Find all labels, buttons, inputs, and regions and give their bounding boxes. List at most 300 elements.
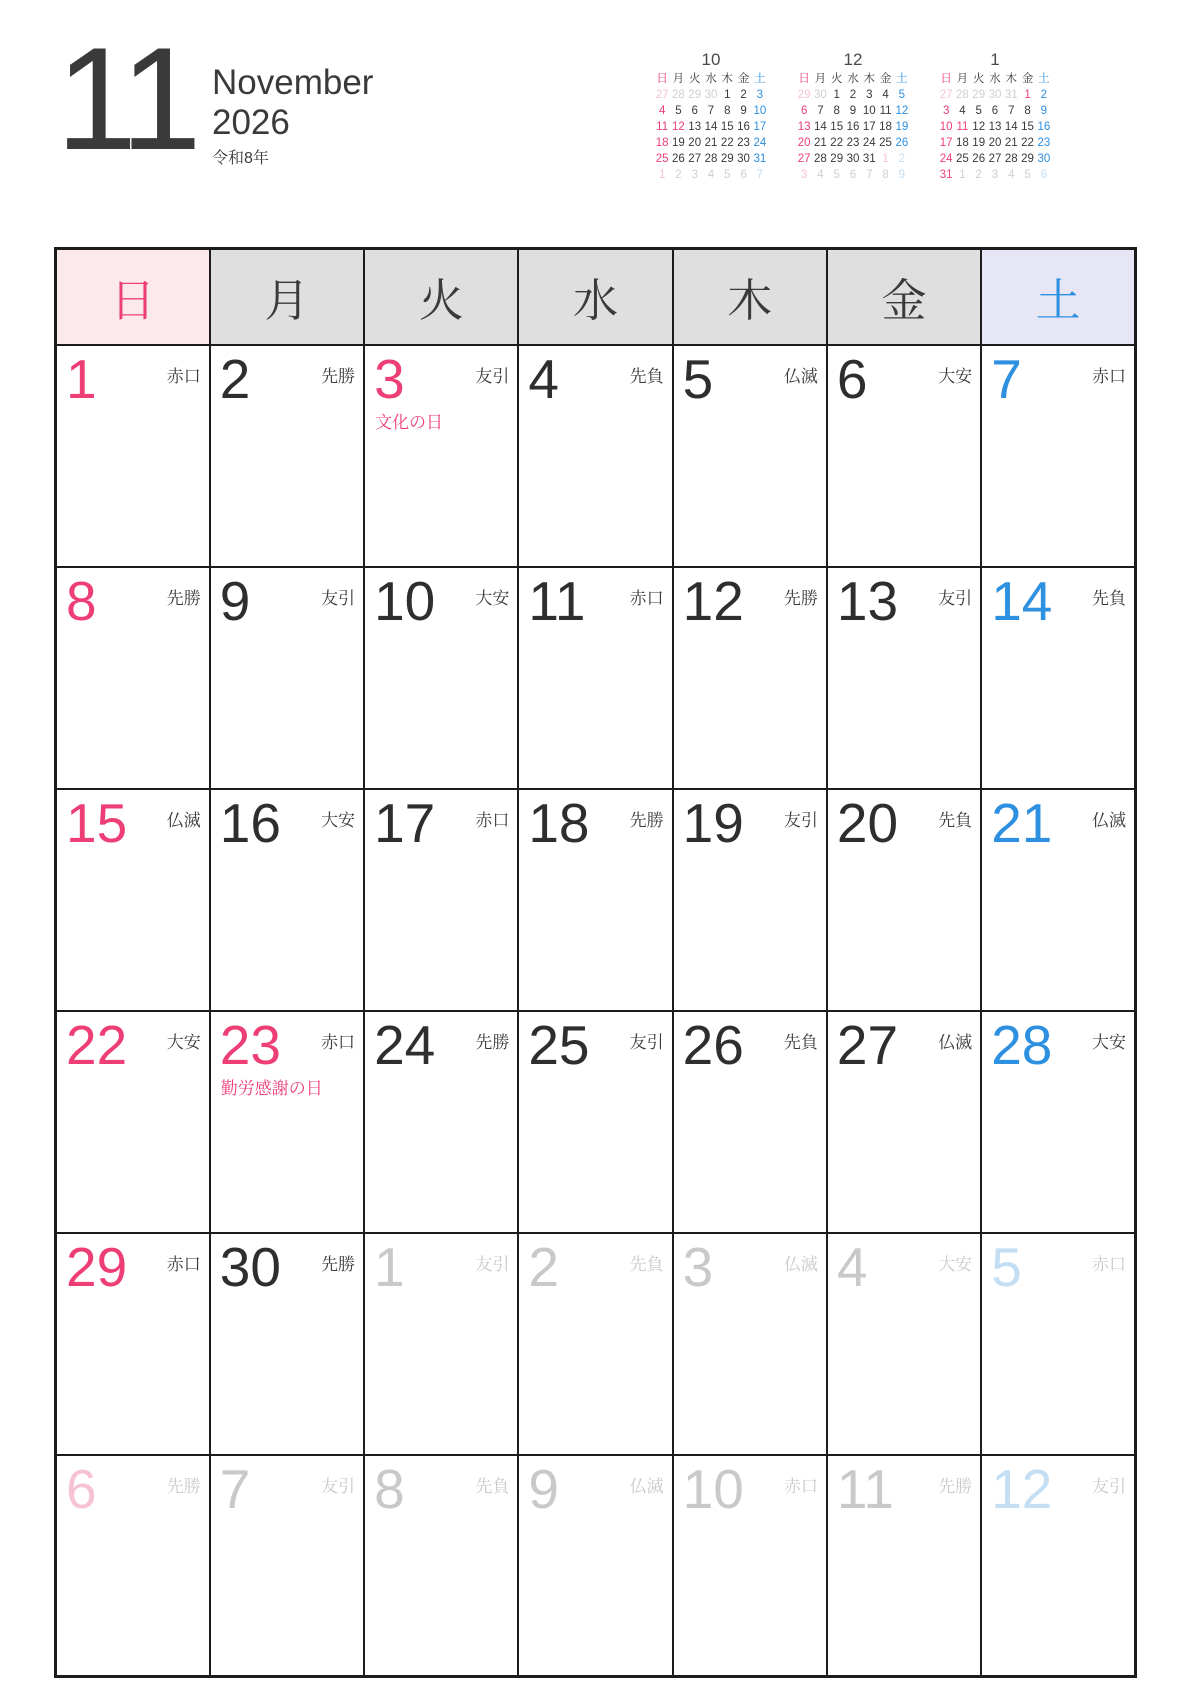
mini-day: 5 xyxy=(724,169,731,181)
mini-day: 29 xyxy=(797,89,811,101)
rokuyo-label: 先負 xyxy=(475,1476,510,1496)
mini-day: 21 xyxy=(704,137,718,149)
day-cell xyxy=(210,1233,364,1455)
mini-day: 28 xyxy=(814,153,827,165)
day-cell xyxy=(673,789,827,1011)
mini-day: 27 xyxy=(797,153,811,165)
rokuyo-label: 仏滅 xyxy=(1092,810,1126,830)
day-cell-top xyxy=(519,1456,671,1520)
day-number: 5 xyxy=(991,1235,1022,1298)
rokuyo-label: 先負 xyxy=(629,366,664,386)
weekday-header-sat: 土 xyxy=(981,249,1135,345)
rokuyo-label: 友引 xyxy=(629,1032,664,1052)
day-cell-top xyxy=(211,568,363,632)
rokuyo-label: 先勝 xyxy=(321,366,356,386)
day-number: 7 xyxy=(991,347,1022,410)
day-number: 2 xyxy=(219,347,251,410)
day-cell xyxy=(56,789,210,1011)
mini-day: 2 xyxy=(975,169,982,181)
mini-day: 6 xyxy=(800,105,808,117)
mini-day: 3 xyxy=(866,89,873,101)
mini-day: 7 xyxy=(707,105,715,117)
rokuyo-label: 赤口 xyxy=(166,366,201,386)
mini-weekday-label: 水 xyxy=(847,73,859,85)
day-cell-top xyxy=(519,346,671,410)
mini-day: 10 xyxy=(939,121,953,133)
rokuyo-label: 大安 xyxy=(938,366,973,386)
rokuyo-label: 先勝 xyxy=(629,810,664,830)
day-number: 18 xyxy=(528,791,590,854)
mini-weekday-label: 土 xyxy=(896,73,908,85)
day-cell xyxy=(981,345,1135,567)
week-row xyxy=(56,789,1136,1011)
mini-day: 17 xyxy=(862,121,876,133)
day-cell-top xyxy=(982,568,1134,632)
day-cell xyxy=(518,1233,672,1455)
mini-weekday-label: 土 xyxy=(1038,73,1050,85)
mini-day: 1 xyxy=(833,89,840,101)
day-cell xyxy=(56,345,210,567)
mini-day: 13 xyxy=(797,121,811,133)
mini-day: 9 xyxy=(740,105,747,117)
mini-day: 25 xyxy=(879,137,892,149)
mini-day: 16 xyxy=(846,121,860,133)
mini-weekday-label: 木 xyxy=(1005,73,1018,85)
mini-day: 30 xyxy=(814,89,827,101)
day-cell-top xyxy=(519,568,671,632)
mini-day: 17 xyxy=(939,137,953,149)
mini-day: 6 xyxy=(740,169,747,181)
mini-weekday-label: 火 xyxy=(972,73,985,85)
rokuyo-label: 大安 xyxy=(475,588,510,608)
day-cell xyxy=(210,1455,364,1677)
mini-day: 1 xyxy=(658,169,666,181)
mini-day: 4 xyxy=(707,169,715,181)
mini-weekday-label: 土 xyxy=(754,73,766,85)
mini-day: 31 xyxy=(939,169,953,181)
rokuyo-label: 友引 xyxy=(321,588,356,608)
rokuyo-label: 友引 xyxy=(475,366,510,386)
mini-weekday-label: 日 xyxy=(656,73,668,85)
month-name: November xyxy=(212,63,374,102)
day-cell xyxy=(518,567,672,789)
rokuyo-label: 赤口 xyxy=(475,810,510,830)
mini-day: 9 xyxy=(898,169,906,181)
day-number: 13 xyxy=(836,569,899,632)
day-cell xyxy=(56,1455,210,1677)
mini-day: 2 xyxy=(740,89,747,101)
day-number: 3 xyxy=(682,1235,714,1298)
day-number: 10 xyxy=(682,1457,744,1520)
mini-day: 14 xyxy=(814,121,827,133)
day-number: 24 xyxy=(374,1013,436,1076)
day-number: 7 xyxy=(219,1457,251,1520)
day-cell xyxy=(364,567,518,789)
day-cell-top xyxy=(674,1456,826,1520)
mini-day: 29 xyxy=(720,153,734,165)
day-cell xyxy=(981,1455,1135,1677)
day-cell-top xyxy=(211,1012,363,1076)
mini-day: 24 xyxy=(862,137,876,149)
mini-weekday-label: 火 xyxy=(830,73,843,85)
day-number: 16 xyxy=(219,791,281,854)
day-cell-top xyxy=(674,790,826,854)
mini-day: 3 xyxy=(991,169,999,181)
day-cell-top xyxy=(365,1456,517,1520)
mini-day: 15 xyxy=(830,121,844,133)
day-number: 1 xyxy=(66,347,97,410)
mini-day: 30 xyxy=(704,89,718,101)
mini-calendar-month-1 xyxy=(938,48,1052,183)
week-row xyxy=(56,345,1136,567)
mini-day: 2 xyxy=(675,169,682,181)
rokuyo-label: 友引 xyxy=(475,1254,510,1274)
mini-day: 29 xyxy=(688,89,702,101)
day-cell-top xyxy=(828,1456,980,1520)
rokuyo-label: 大安 xyxy=(321,810,356,830)
holiday-label: 勤労感謝の日 xyxy=(220,1078,323,1098)
mini-day: 11 xyxy=(956,121,969,133)
day-cell-top xyxy=(828,1234,980,1298)
mini-day: 5 xyxy=(675,105,682,117)
day-cell xyxy=(981,1233,1135,1455)
mini-day: 4 xyxy=(959,105,966,117)
mini-weekday-label: 火 xyxy=(688,73,701,85)
mini-day: 30 xyxy=(846,153,860,165)
mini-day: 27 xyxy=(939,89,953,101)
day-cell-top xyxy=(365,790,517,854)
day-cell xyxy=(827,567,981,789)
mini-day: 20 xyxy=(988,137,1002,149)
era-year: 令和8年 xyxy=(212,149,269,167)
mini-day: 24 xyxy=(753,137,767,149)
mini-day: 18 xyxy=(956,137,969,149)
mini-day: 28 xyxy=(672,89,685,101)
day-cell-top xyxy=(57,1456,209,1520)
day-cell xyxy=(827,1455,981,1677)
mini-day: 28 xyxy=(704,153,718,165)
mini-month-number: 12 xyxy=(843,50,863,69)
mini-weekday-label: 金 xyxy=(737,73,750,85)
rokuyo-label: 先勝 xyxy=(475,1032,510,1052)
mini-day: 4 xyxy=(658,105,666,117)
day-cell xyxy=(56,1011,210,1233)
mini-day: 5 xyxy=(898,89,906,101)
mini-weekday-label: 木 xyxy=(721,73,734,85)
mini-day: 26 xyxy=(972,153,986,165)
mini-day: 1 xyxy=(882,153,889,165)
mini-day: 8 xyxy=(833,105,840,117)
mini-day: 5 xyxy=(1024,169,1031,181)
day-number: 25 xyxy=(528,1013,590,1076)
mini-day: 22 xyxy=(720,137,734,149)
mini-day: 15 xyxy=(1021,121,1034,133)
day-number: 26 xyxy=(682,1013,744,1076)
mini-day: 12 xyxy=(895,105,909,117)
day-number: 12 xyxy=(991,1457,1053,1520)
mini-day: 27 xyxy=(688,153,702,165)
weekday-header-wd: 火 xyxy=(364,249,518,345)
mini-day: 23 xyxy=(1037,137,1051,149)
mini-weekday-label: 水 xyxy=(705,73,717,85)
mini-day: 22 xyxy=(1021,137,1034,149)
week-row xyxy=(56,567,1136,789)
day-cell xyxy=(673,1455,827,1677)
day-number: 3 xyxy=(374,347,405,410)
mini-month-number: 1 xyxy=(990,50,1000,69)
rokuyo-label: 先勝 xyxy=(938,1476,973,1496)
day-cell-top xyxy=(982,1012,1134,1076)
mini-day: 3 xyxy=(942,105,950,117)
mini-day: 30 xyxy=(737,153,750,165)
day-number: 12 xyxy=(682,569,744,632)
rokuyo-label: 大安 xyxy=(1092,1032,1126,1052)
rokuyo-label: 先負 xyxy=(1092,588,1126,608)
day-cell xyxy=(364,1455,518,1677)
weekday-header-wd: 月 xyxy=(210,249,364,345)
day-number: 1 xyxy=(374,1235,405,1298)
mini-day: 3 xyxy=(800,169,808,181)
day-number: 4 xyxy=(528,347,559,410)
day-cell-top xyxy=(828,1012,980,1076)
mini-day: 19 xyxy=(672,137,685,149)
mini-day: 22 xyxy=(830,137,844,149)
mini-day: 29 xyxy=(830,153,844,165)
day-cell xyxy=(673,1233,827,1455)
day-cell-top xyxy=(828,346,980,410)
day-number: 23 xyxy=(219,1013,281,1076)
mini-day: 12 xyxy=(672,121,685,133)
rokuyo-label: 先勝 xyxy=(166,588,201,608)
mini-month-number: 10 xyxy=(701,50,721,69)
rokuyo-label: 赤口 xyxy=(1092,366,1126,386)
day-cell-top xyxy=(211,346,363,410)
mini-day: 15 xyxy=(720,121,734,133)
mini-day: 1 xyxy=(724,89,731,101)
day-cell-top xyxy=(519,1012,671,1076)
weekday-header-wd: 金 xyxy=(827,249,981,345)
year: 2026 xyxy=(212,102,290,142)
mini-weekday-label: 月 xyxy=(814,73,827,85)
month-number: 11 xyxy=(56,17,196,180)
mini-day: 13 xyxy=(988,121,1002,133)
mini-day: 13 xyxy=(688,121,702,133)
mini-day: 21 xyxy=(814,137,827,149)
mini-day: 20 xyxy=(688,137,702,149)
day-number: 6 xyxy=(836,347,868,410)
rokuyo-label: 赤口 xyxy=(629,588,664,608)
day-number: 22 xyxy=(66,1013,128,1076)
day-cell-top xyxy=(519,790,671,854)
day-cell-top xyxy=(57,1234,209,1298)
day-number: 15 xyxy=(66,791,128,854)
day-cell xyxy=(827,789,981,1011)
mini-grid xyxy=(796,71,910,183)
mini-day: 28 xyxy=(956,89,969,101)
mini-day: 29 xyxy=(1021,153,1034,165)
mini-day: 24 xyxy=(939,153,953,165)
day-cell xyxy=(210,1011,364,1233)
day-cell-top xyxy=(674,1012,826,1076)
mini-day: 25 xyxy=(956,153,969,165)
weekday-header-row xyxy=(56,249,1136,345)
weekday-header-wd: 水 xyxy=(518,249,672,345)
day-cell xyxy=(673,1011,827,1233)
day-cell-top xyxy=(982,790,1134,854)
mini-day: 12 xyxy=(972,121,986,133)
week-row xyxy=(56,1455,1136,1677)
rokuyo-label: 赤口 xyxy=(321,1032,356,1052)
day-number: 8 xyxy=(66,569,97,632)
day-number: 11 xyxy=(528,569,586,632)
rokuyo-label: 大安 xyxy=(938,1254,973,1274)
day-cell-top xyxy=(211,1456,363,1520)
day-cell xyxy=(210,345,364,567)
mini-day: 27 xyxy=(655,89,669,101)
mini-day: 10 xyxy=(862,105,876,117)
mini-day: 7 xyxy=(817,105,824,117)
day-cell-top xyxy=(365,1234,517,1298)
rokuyo-label: 仏滅 xyxy=(938,1032,973,1052)
day-cell-top xyxy=(828,790,980,854)
day-cell-top xyxy=(57,790,209,854)
mini-day: 23 xyxy=(846,137,860,149)
mini-day: 4 xyxy=(1008,169,1015,181)
day-number: 9 xyxy=(219,569,251,632)
weekday-header-sun: 日 xyxy=(56,249,210,345)
day-cell-top xyxy=(982,1234,1134,1298)
week-row xyxy=(56,1233,1136,1455)
rokuyo-label: 先負 xyxy=(938,810,973,830)
rokuyo-label: 先勝 xyxy=(321,1254,356,1274)
day-cell xyxy=(981,567,1135,789)
rokuyo-label: 先負 xyxy=(783,1032,818,1052)
rokuyo-label: 先勝 xyxy=(783,588,818,608)
day-number: 11 xyxy=(836,1457,895,1520)
mini-day: 9 xyxy=(1040,105,1048,117)
day-cell-top xyxy=(674,568,826,632)
mini-grid xyxy=(938,71,1052,183)
day-cell xyxy=(673,345,827,567)
rokuyo-label: 仏滅 xyxy=(166,810,201,830)
day-cell xyxy=(364,345,518,567)
mini-day: 31 xyxy=(862,153,876,165)
day-cell xyxy=(518,789,672,1011)
day-cell xyxy=(518,1011,672,1233)
day-cell-top xyxy=(57,568,209,632)
day-number: 21 xyxy=(991,791,1053,854)
day-cell-top xyxy=(211,1234,363,1298)
mini-day: 10 xyxy=(753,105,767,117)
mini-day: 6 xyxy=(691,105,698,117)
mini-day: 5 xyxy=(833,169,840,181)
day-cell-top xyxy=(211,790,363,854)
rokuyo-label: 赤口 xyxy=(783,1476,818,1496)
rokuyo-label: 仏滅 xyxy=(629,1476,664,1496)
day-cell xyxy=(518,345,672,567)
mini-day: 8 xyxy=(882,169,889,181)
week-row xyxy=(56,1011,1136,1233)
mini-day: 6 xyxy=(849,169,857,181)
day-number: 20 xyxy=(836,791,899,854)
mini-day: 26 xyxy=(895,137,909,149)
day-number: 27 xyxy=(836,1013,899,1076)
mini-day: 30 xyxy=(1037,153,1051,165)
rokuyo-label: 友引 xyxy=(783,810,818,830)
day-number: 29 xyxy=(66,1235,128,1298)
mini-calendars xyxy=(654,48,1052,183)
rokuyo-label: 友引 xyxy=(321,1476,356,1496)
day-cell xyxy=(56,1233,210,1455)
day-cell xyxy=(210,789,364,1011)
day-cell-top xyxy=(982,346,1134,410)
day-number: 4 xyxy=(836,1235,868,1298)
day-cell-top xyxy=(674,1234,826,1298)
day-cell xyxy=(827,1233,981,1455)
day-number: 30 xyxy=(219,1235,281,1298)
mini-day: 4 xyxy=(817,169,824,181)
day-cell xyxy=(981,789,1135,1011)
mini-day: 7 xyxy=(756,169,764,181)
holiday-label: 文化の日 xyxy=(375,412,444,432)
mini-day: 17 xyxy=(753,121,767,133)
day-cell xyxy=(827,1011,981,1233)
mini-day: 29 xyxy=(972,89,986,101)
day-number: 17 xyxy=(374,791,436,854)
day-cell xyxy=(364,789,518,1011)
mini-day: 5 xyxy=(975,105,982,117)
mini-grid xyxy=(654,71,768,183)
mini-day: 16 xyxy=(1037,121,1051,133)
mini-day: 3 xyxy=(691,169,698,181)
day-cell xyxy=(827,345,981,567)
day-cell xyxy=(56,567,210,789)
mini-day: 16 xyxy=(737,121,750,133)
day-cell xyxy=(673,567,827,789)
mini-weekday-label: 月 xyxy=(672,73,685,85)
mini-day: 19 xyxy=(895,121,909,133)
main-calendar xyxy=(54,247,1137,1678)
day-number: 2 xyxy=(528,1235,559,1298)
mini-day: 14 xyxy=(704,121,718,133)
mini-day: 30 xyxy=(988,89,1002,101)
day-cell xyxy=(518,1455,672,1677)
title-block xyxy=(212,64,373,168)
mini-day: 14 xyxy=(1004,121,1018,133)
mini-day: 19 xyxy=(972,137,986,149)
mini-day: 6 xyxy=(1040,169,1048,181)
mini-weekday-label: 日 xyxy=(798,73,810,85)
mini-day: 2 xyxy=(849,89,857,101)
mini-weekday-label: 金 xyxy=(879,73,892,85)
day-number: 19 xyxy=(682,791,744,854)
mini-day: 2 xyxy=(1040,89,1048,101)
day-number: 6 xyxy=(66,1457,97,1520)
mini-day: 31 xyxy=(753,153,767,165)
day-cell-top xyxy=(57,346,209,410)
day-number: 8 xyxy=(374,1457,405,1520)
mini-calendar-month-10 xyxy=(654,48,768,183)
mini-calendar-month-12 xyxy=(796,48,910,183)
mini-weekday-label: 月 xyxy=(956,73,969,85)
day-cell-top xyxy=(982,1456,1134,1520)
rokuyo-label: 友引 xyxy=(1092,1476,1126,1496)
mini-day: 28 xyxy=(1004,153,1018,165)
weekday-header-wd: 木 xyxy=(673,249,827,345)
day-number: 9 xyxy=(528,1457,559,1520)
mini-day: 1 xyxy=(959,169,966,181)
day-cell-top xyxy=(828,568,980,632)
